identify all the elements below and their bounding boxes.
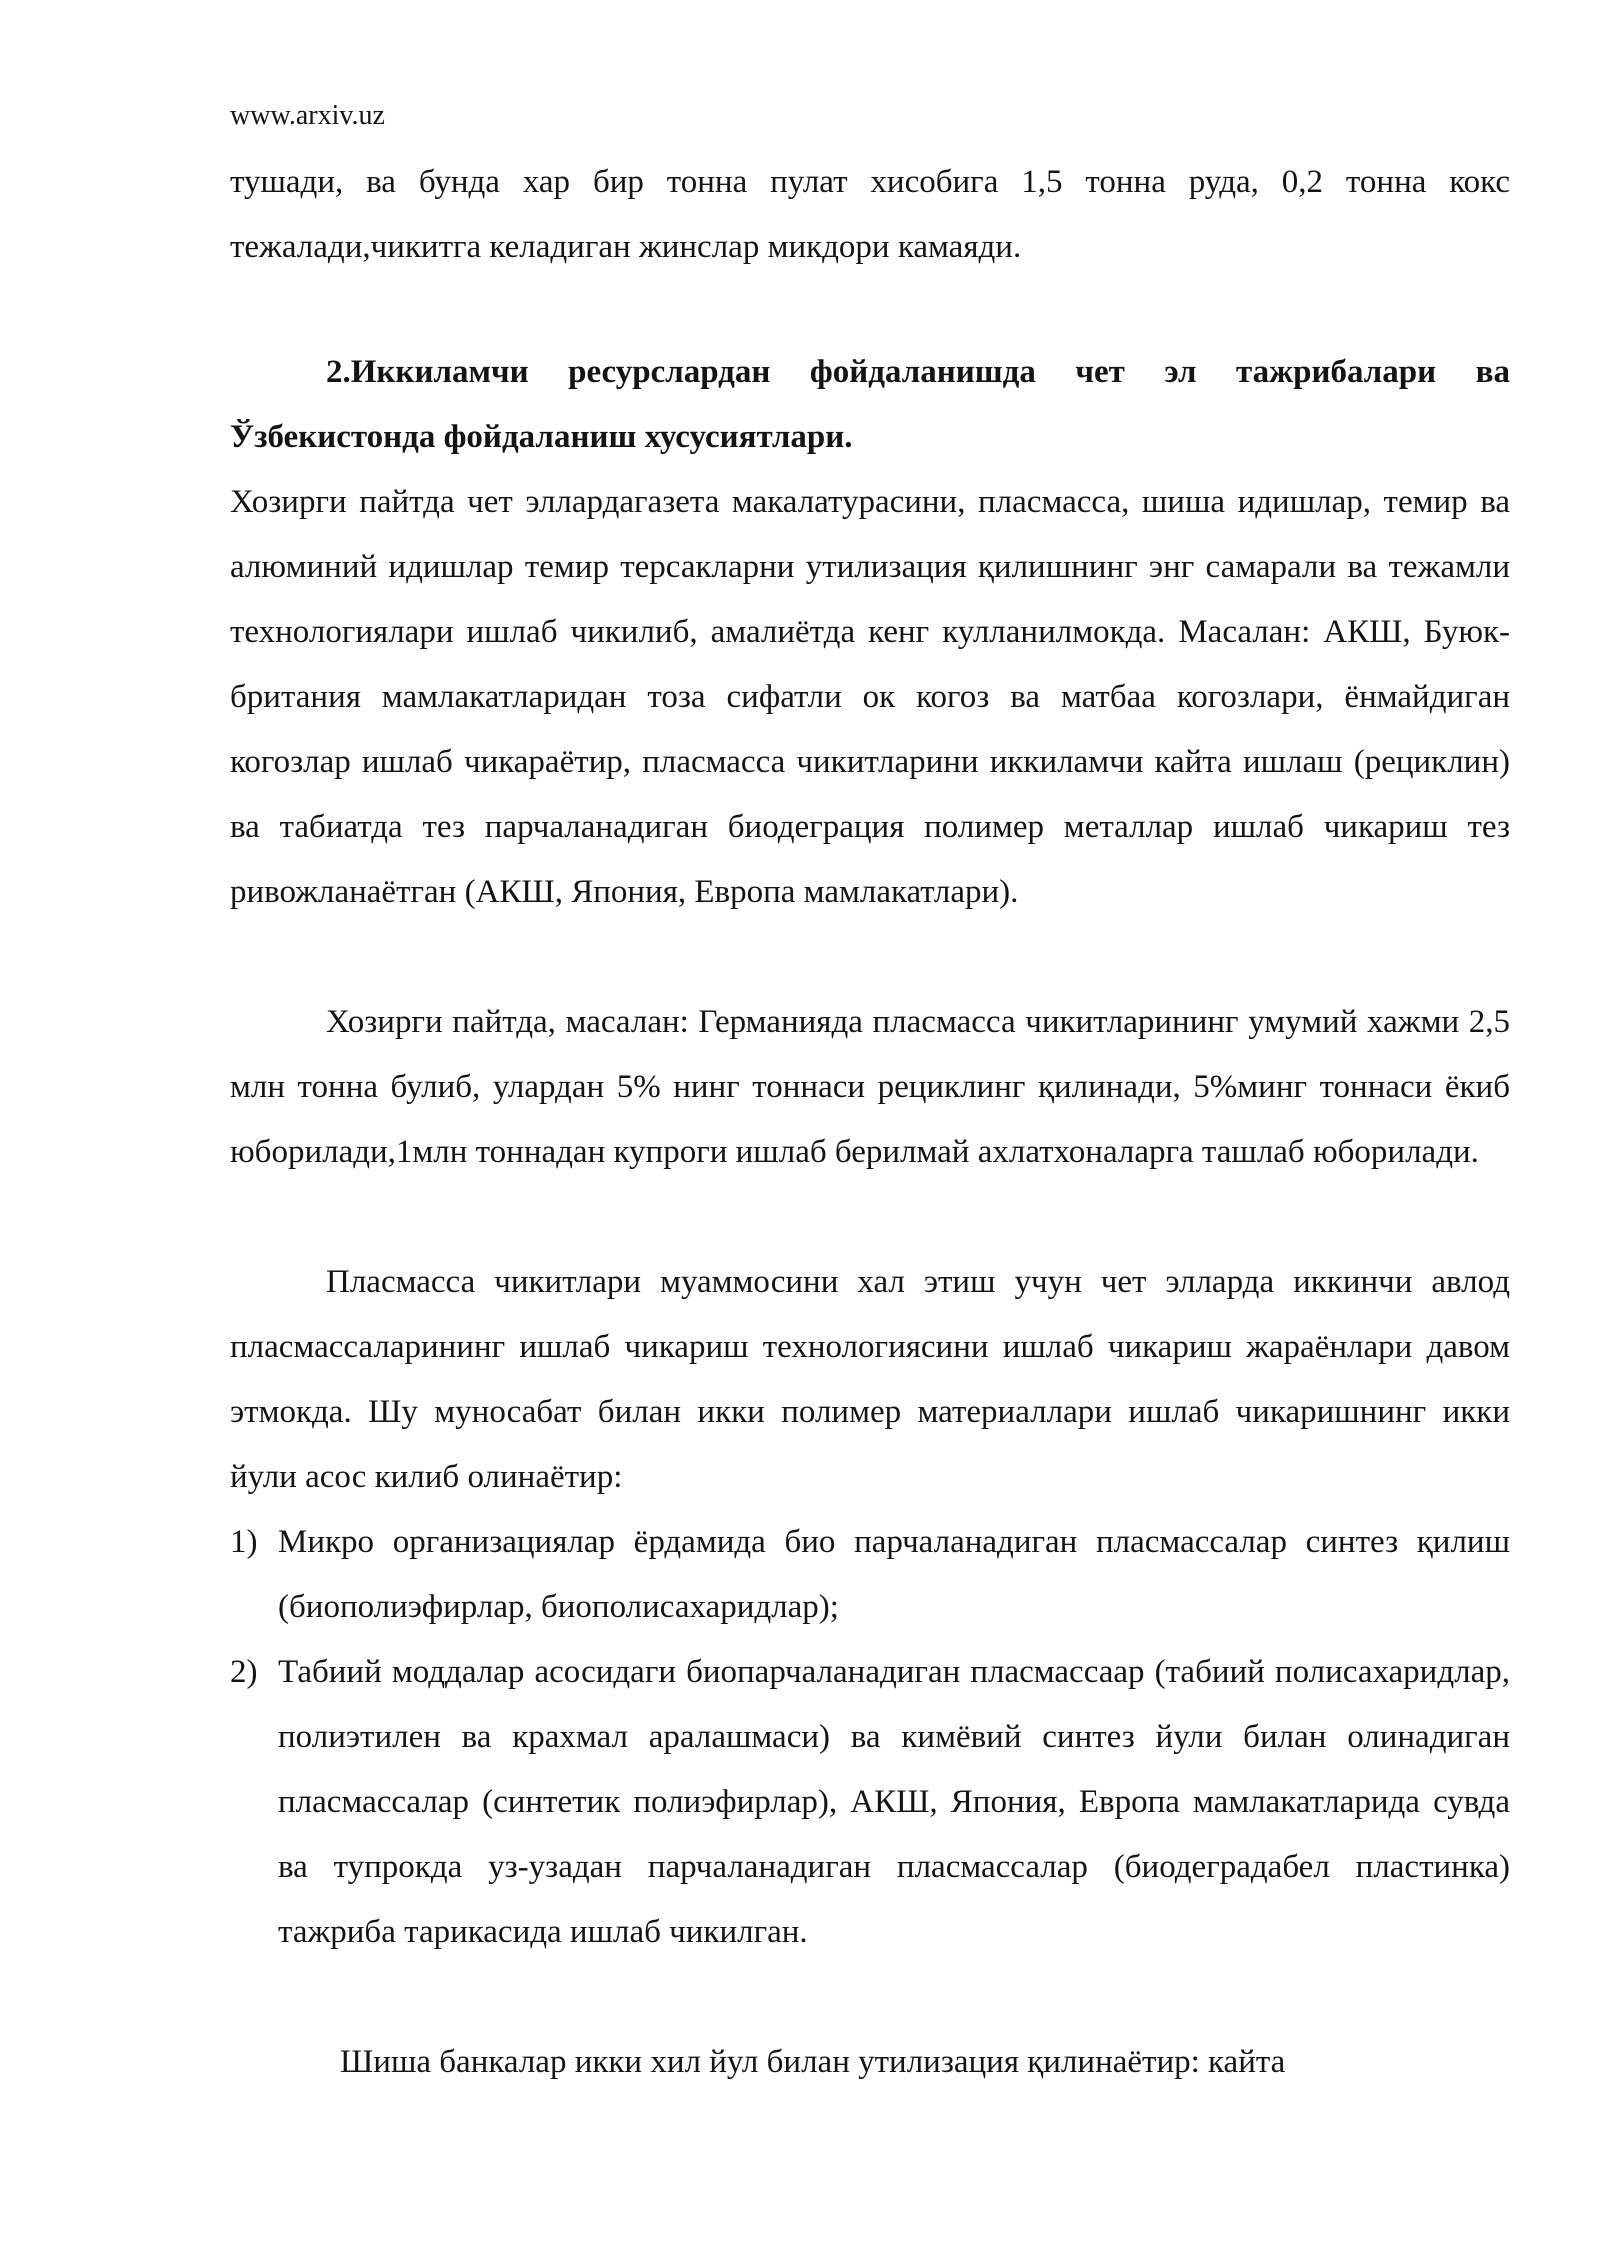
list-item-text: Табиий моддалар асосидаги биопарчаланадиган пласмассаар (табиий полисахаридлар, полиэтилен ва крахмал аралашмаси) ва кимёвий синтез йули билан олинадиган пласмассалар (синтетик полиэфирлар), АКШ, Япония, Европа мамлакатларида сувда ва тупрокда уз-узадан парчаланадиган пласмассалар (биодеградабел пластинка) тажриба тарикасида ишлаб чикилган.: [278, 1654, 1510, 1950]
paragraph-germany-example: Хозирги пайтда, масалан: Германияда пласмасса чикитларининг умумий хажми 2,5 млн тонна булиб, улардан 5% нинг тоннаси рециклинг қилинади, 5%минг тоннаси ёкиб юборилади,1млн тоннадан купроги ишлаб берилмай ахлатхоналарга ташлаб юборилади.: [230, 1004, 1510, 1170]
list-number: 2): [230, 1654, 258, 1690]
list-item-2: [230, 1640, 1510, 1965]
section-heading: 2.Иккиламчи ресурслардан фойдаланишда чет эл тажрибалари ва Ўзбекистонда фойдаланиш хусусиятлари.: [230, 354, 1510, 455]
site-header: www.arxiv.uz: [230, 100, 385, 131]
paragraph-foreign-experience: Хозирги пайтда чет эллардагазета макалатурасини, пласмасса, шиша идишлар, темир ва алюминий идишлар темир терсакларни утилизация қилишнинг энг самарали ва тежамли технологиялари ишлаб чикилиб, амалиётда кенг кулланилмокда. Масалан: АКШ, Буюк-британия мамлакатларидан тоза сифатли ок когоз ва матбаа когозлари, ёнмайдиган когозлар ишлаб чикараётир, пласмасса чикитларини иккиламчи кайта ишлаш (рециклин) ва табиатда тез парчаланадиган биодеграция полимер металлар ишлаб чикариш тез ривожланаётган (АКШ, Япония, Европа мамлакатлари).: [230, 484, 1510, 910]
list-number: 1): [230, 1524, 258, 1560]
list-item-text: Микро организациялар ёрдамида био парчаланадиган пласмассалар синтез қилиш (биополиэфирлар, биополисахаридлар);: [278, 1524, 1510, 1625]
list-item-1: [230, 1510, 1510, 1640]
paragraph-second-generation: Пласмасса чикитлари муаммосини хал этиш учун чет элларда иккинчи авлод пласмассаларининг ишлаб чикариш технологиясини ишлаб чикариш жараёнлари давом этмокда. Шу муносабат билан икки полимер материаллари ишлаб чикаришнинг икки йули асос килиб олинаётир:: [230, 1264, 1510, 1495]
paragraph-glass-jars: Шиша банкалар икки хил йул билан утилизация қилинаётир: кайта: [340, 2044, 1286, 2080]
paragraph-intro: тушади, ва бунда хар бир тонна пулат хисобига 1,5 тонна руда, 0,2 тонна кокс тежалади,чикитга келадиган жинслар микдори камаяди.: [230, 164, 1510, 265]
